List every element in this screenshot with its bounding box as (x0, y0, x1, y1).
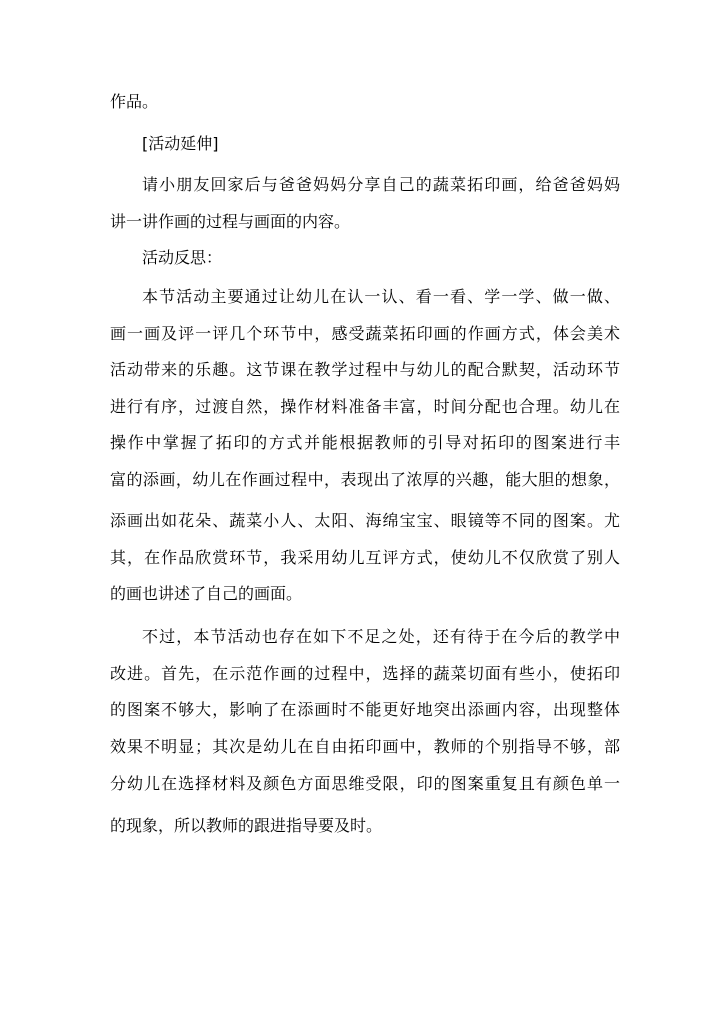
text-line: 效果不明显；其次是幼儿在自由拓印画中，教师的个别指导不够，部 (110, 737, 620, 756)
text-line: 的图案不够大，影响了在添画时不能更好地突出添画内容，出现整体 (110, 700, 620, 719)
text-line: 作品。 (110, 92, 159, 111)
text-line: 不过，本节活动也存在如下不足之处，还有待于在今后的教学中 (142, 627, 620, 646)
text-line: 本节活动主要通过让幼儿在认一认、看一看、学一学、做一做、 (142, 287, 620, 306)
text-line: 进行有序，过渡自然，操作材料准备丰富，时间分配也合理。幼儿在 (110, 397, 620, 416)
text-line: 请小朋友回家后与爸爸妈妈分享自己的蔬菜拓印画，给爸爸妈妈 (142, 175, 620, 194)
text-line: 的现象，所以教师的跟进指导要及时。 (110, 816, 383, 835)
section-heading: 活动反思： (142, 248, 223, 267)
text-line: 富的添画，幼儿在作画过程中，表现出了浓厚的兴趣，能大胆的想象， (110, 470, 620, 489)
text-line: 讲一讲作画的过程与画面的内容。 (110, 212, 351, 231)
text-line: 画一画及评一评几个环节中，感受蔬菜拓印画的作画方式，体会美术 (110, 324, 620, 343)
text-line: 分幼儿在选择材料及颜色方面思维受限，印的图案重复且有颜色单一 (110, 774, 620, 793)
text-line: 改进。首先，在示范作画的过程中，选择的蔬菜切面有些小，使拓印 (110, 664, 620, 683)
text-line: 活动带来的乐趣。这节课在教学过程中与幼儿的配合默契，活动环节 (110, 360, 620, 379)
section-heading: [活动延伸] (142, 134, 219, 153)
text-line: 添画出如花朵、蔬菜小人、太阳、海绵宝宝、眼镜等不同的图案。尤 (110, 511, 620, 530)
text-line: 操作中掌握了拓印的方式并能根据教师的引导对拓印的图案进行丰 (110, 433, 620, 452)
text-line: 的画也讲述了自己的画面。 (110, 584, 303, 603)
text-line: 其，在作品欣赏环节，我采用幼儿互评方式，使幼儿不仅欣赏了别人 (110, 548, 620, 567)
